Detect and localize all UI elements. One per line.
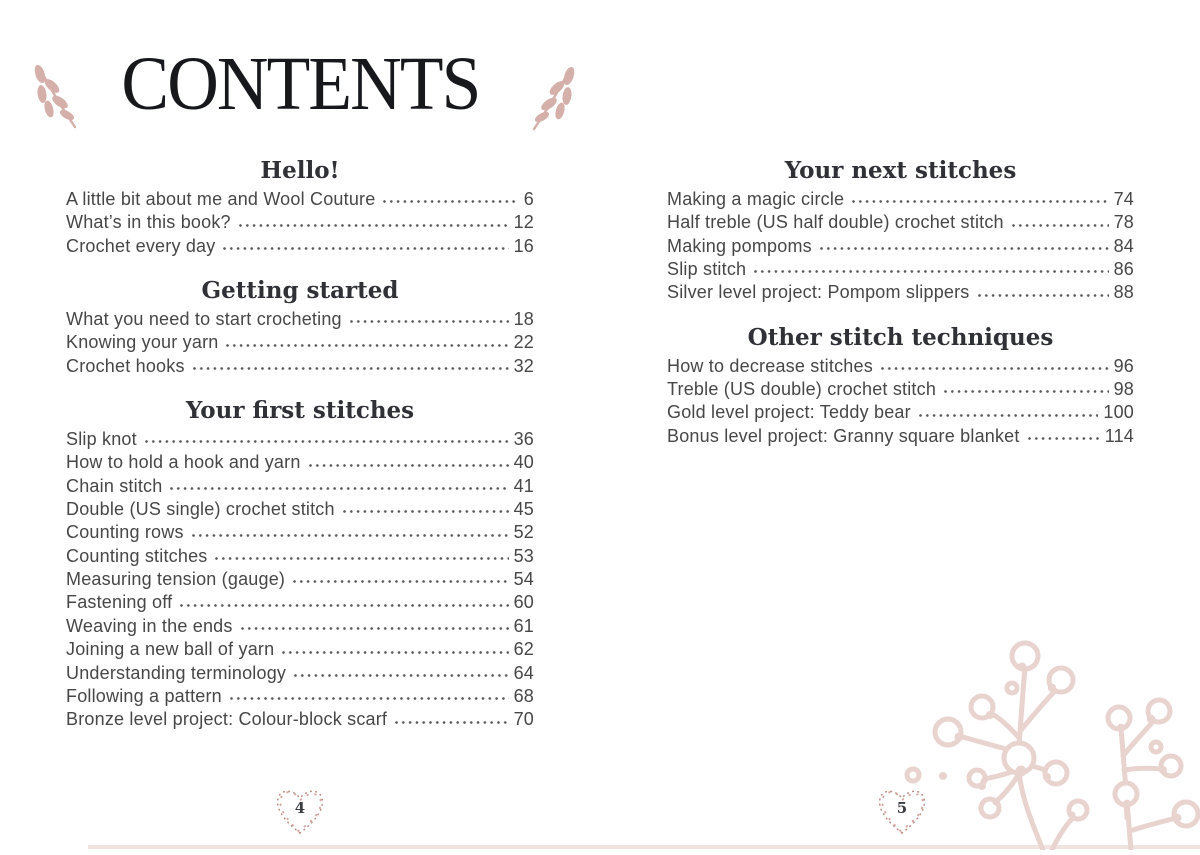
section-heading: Your next stitches bbox=[784, 157, 1017, 184]
toc-entry-page: 54 bbox=[513, 569, 534, 590]
toc-entry-label: Silver level project: Pompom slippers bbox=[667, 282, 970, 303]
toc-entry bbox=[667, 236, 1134, 259]
dot-leader bbox=[1012, 224, 1109, 227]
toc-entry bbox=[66, 522, 534, 545]
toc-column-left bbox=[66, 157, 534, 733]
toc-section bbox=[66, 157, 534, 259]
dot-leader bbox=[241, 627, 509, 630]
dot-leader bbox=[293, 580, 508, 583]
toc-entry-label: Knowing your yarn bbox=[66, 332, 219, 353]
toc-entry-page: 98 bbox=[1113, 379, 1134, 400]
toc-entry bbox=[66, 332, 534, 355]
toc-entry bbox=[66, 429, 534, 452]
toc-entry bbox=[66, 212, 534, 235]
toc-entry-page: 6 bbox=[523, 189, 534, 209]
toc-entry-page: 12 bbox=[513, 212, 534, 233]
toc-entry-page: 78 bbox=[1113, 212, 1134, 233]
heart-wreath-icon bbox=[872, 783, 932, 841]
toc-section bbox=[66, 277, 534, 379]
page-title-wrap bbox=[0, 42, 600, 126]
toc-entry-label: Counting rows bbox=[66, 522, 184, 543]
toc-entry bbox=[66, 592, 534, 615]
dot-leader bbox=[754, 270, 1108, 273]
toc-entry bbox=[66, 309, 534, 332]
dot-leader bbox=[282, 651, 508, 654]
toc-entry-page: 64 bbox=[513, 662, 534, 683]
dot-leader bbox=[350, 320, 509, 323]
toc-section bbox=[667, 157, 1134, 306]
toc-entry bbox=[667, 356, 1134, 379]
toc-entry-page: 32 bbox=[513, 355, 534, 376]
toc-entry-page: 96 bbox=[1113, 355, 1134, 376]
toc-entry-label: How to decrease stitches bbox=[667, 355, 873, 376]
toc-entry-label: What you need to start crocheting bbox=[66, 309, 342, 330]
dot-leader bbox=[978, 294, 1109, 297]
toc-entry bbox=[66, 546, 534, 569]
dot-leader bbox=[309, 464, 509, 467]
toc-section bbox=[667, 324, 1134, 449]
toc-entry-label: Half treble (US half double) crochet stitch bbox=[667, 212, 1004, 233]
dot-leader bbox=[193, 367, 509, 370]
section-heading: Your first stitches bbox=[185, 397, 415, 425]
dot-leader bbox=[820, 247, 1109, 250]
toc-entry-label: Making a magic circle bbox=[667, 189, 845, 209]
toc-entry-page: 40 bbox=[513, 452, 534, 473]
toc-entry-page: 41 bbox=[513, 475, 534, 496]
toc-entry bbox=[66, 686, 534, 709]
toc-entry bbox=[66, 639, 534, 662]
dot-leader bbox=[145, 440, 509, 443]
toc-entry-label: Weaving in the ends bbox=[66, 615, 233, 636]
toc-entry-page: 114 bbox=[1104, 425, 1134, 446]
dot-leader bbox=[383, 200, 518, 203]
toc-entry-label: Crochet hooks bbox=[66, 355, 185, 376]
toc-column-right bbox=[667, 157, 1134, 449]
toc-entry-page: 86 bbox=[1113, 259, 1134, 280]
toc-entry-label: Joining a new ball of yarn bbox=[66, 639, 275, 660]
toc-entry-page: 84 bbox=[1113, 235, 1134, 256]
toc-entry bbox=[66, 236, 534, 259]
laurel-sprig-icon bbox=[530, 64, 576, 132]
toc-entry-page: 45 bbox=[513, 499, 534, 520]
toc-entry-page: 52 bbox=[513, 522, 534, 543]
dot-leader bbox=[343, 510, 509, 513]
toc-entry-page: 70 bbox=[513, 709, 534, 730]
toc-entry-page: 74 bbox=[1113, 189, 1134, 209]
toc-entry-label: Measuring tension (gauge) bbox=[66, 569, 286, 590]
toc-entry bbox=[667, 282, 1134, 305]
toc-entry bbox=[66, 476, 534, 499]
dot-leader bbox=[395, 721, 508, 724]
toc-entry-label: Chain stitch bbox=[66, 475, 163, 496]
toc-entry-page: 100 bbox=[1103, 402, 1134, 423]
section-heading: Getting started bbox=[201, 277, 399, 305]
toc-entry-label: Slip knot bbox=[66, 429, 137, 450]
toc-entry-label: Bronze level project: Colour-block scarf bbox=[66, 709, 388, 730]
toc-entry bbox=[66, 569, 534, 592]
toc-entry-page: 18 bbox=[513, 309, 534, 330]
dot-leader bbox=[944, 390, 1109, 393]
dot-leader bbox=[226, 344, 508, 347]
section-heading: Hello! bbox=[260, 157, 340, 184]
toc-entry bbox=[66, 709, 534, 732]
toc-section bbox=[66, 397, 534, 732]
toc-entry-label: A little bit about me and Wool Couture bbox=[66, 189, 376, 209]
toc-entry bbox=[66, 499, 534, 522]
dot-leader bbox=[919, 414, 1099, 417]
dot-leader bbox=[180, 604, 508, 607]
dot-leader bbox=[192, 534, 509, 537]
section-heading: Other stitch techniques bbox=[747, 323, 1054, 351]
toc-entry-label: Bonus level project: Granny square blanket bbox=[667, 425, 1020, 446]
toc-entry-page: 62 bbox=[513, 639, 534, 660]
dot-leader bbox=[239, 224, 509, 227]
toc-entry-label: Crochet every day bbox=[66, 235, 216, 256]
toc-entry-label: Making pompoms bbox=[667, 235, 812, 256]
toc-entry-label: Understanding terminology bbox=[66, 662, 287, 683]
heart-wreath-icon bbox=[270, 783, 330, 841]
toc-entry-label: What’s in this book? bbox=[66, 212, 231, 233]
toc-entry-label: How to hold a hook and yarn bbox=[66, 452, 301, 473]
toc-entry-page: 88 bbox=[1113, 282, 1134, 303]
toc-entry-label: Counting stitches bbox=[66, 545, 208, 566]
toc-entry bbox=[66, 356, 534, 379]
toc-entry-page: 36 bbox=[513, 429, 534, 450]
dot-leader bbox=[215, 557, 508, 560]
toc-entry-page: 60 bbox=[513, 592, 534, 613]
toc-entry-page: 22 bbox=[513, 332, 534, 353]
toc-entry-label: Slip stitch bbox=[667, 259, 747, 280]
dot-leader bbox=[170, 487, 508, 490]
page-number-left: 4 bbox=[294, 799, 306, 817]
toc-entry-label: Fastening off bbox=[66, 592, 173, 613]
page-number-right: 5 bbox=[896, 799, 908, 817]
dot-leader bbox=[852, 200, 1108, 203]
toc-entry-page: 16 bbox=[513, 235, 534, 256]
toc-entry-label: Gold level project: Teddy bear bbox=[667, 402, 911, 423]
toc-entry-page: 61 bbox=[513, 615, 534, 636]
toc-entry bbox=[66, 189, 534, 212]
toc-entry bbox=[667, 379, 1134, 402]
toc-entry-page: 68 bbox=[513, 685, 534, 706]
dot-leader bbox=[230, 697, 509, 700]
toc-entry-page: 53 bbox=[513, 545, 534, 566]
toc-entry bbox=[66, 663, 534, 686]
toc-entry bbox=[66, 616, 534, 639]
toc-entry-label: Double (US single) crochet stitch bbox=[66, 499, 335, 520]
toc-entry bbox=[667, 212, 1134, 235]
dot-leader bbox=[1028, 437, 1100, 440]
dot-leader bbox=[223, 247, 508, 250]
toc-entry-label: Following a pattern bbox=[66, 685, 222, 706]
toc-entry bbox=[667, 402, 1134, 425]
toc-entry bbox=[667, 259, 1134, 282]
dot-leader bbox=[294, 674, 508, 677]
dot-leader bbox=[881, 367, 1109, 370]
toc-entry-label: Treble (US double) crochet stitch bbox=[667, 379, 937, 400]
floral-branch-illustration bbox=[900, 618, 1200, 850]
toc-entry bbox=[667, 189, 1134, 212]
page-title: CONTENTS bbox=[120, 42, 480, 126]
toc-entry bbox=[66, 452, 534, 475]
toc-entry bbox=[667, 426, 1134, 449]
